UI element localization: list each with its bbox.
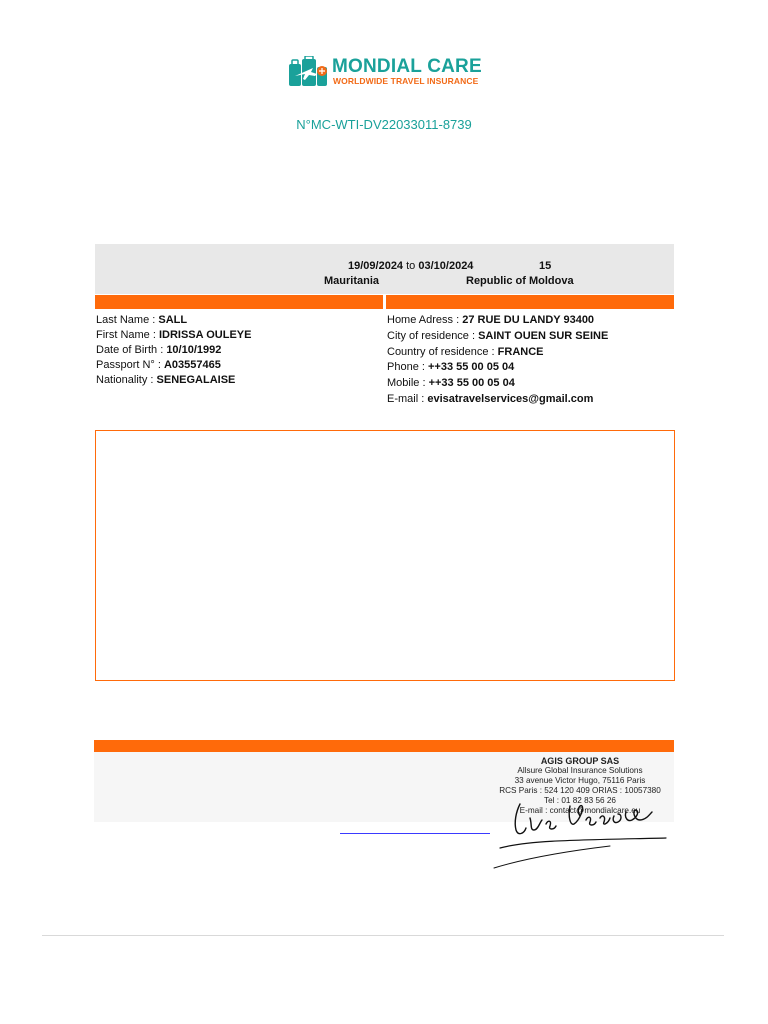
- email-label: E-mail :: [387, 392, 428, 405]
- company-line-1: Allsure Global Insurance Solutions: [517, 766, 643, 775]
- email-row: [387, 392, 608, 408]
- first-name-row: [96, 328, 251, 343]
- dob-row: [96, 343, 251, 358]
- city-value: SAINT OUEN SUR SEINE: [478, 329, 609, 342]
- insured-header-bar: [95, 295, 383, 309]
- mobile-value: ++33 55 00 05 04: [428, 377, 515, 390]
- phone-row: [387, 360, 608, 376]
- trip-start-date: 19/09/2024: [348, 260, 404, 272]
- nationality-row: [96, 373, 251, 388]
- insured-details: [96, 313, 251, 388]
- company-line-2: 33 avenue Victor Hugo, 75116 Paris: [514, 776, 646, 785]
- policy-number: N°MC-WTI-DV22033011-8739: [296, 117, 472, 132]
- country-row: [387, 345, 608, 361]
- last-name-label: Last Name :: [96, 314, 159, 326]
- city-row: [387, 329, 608, 345]
- address-label: Home Adress :: [387, 314, 463, 326]
- email-value: evisatravelservices@gmail.com: [427, 392, 594, 405]
- footer-link-underline[interactable]: [340, 833, 490, 834]
- country-label: Country of residence :: [387, 345, 498, 358]
- trip-dates: [348, 260, 473, 272]
- trip-destination: Republic of Moldova: [466, 275, 574, 287]
- company-name: AGIS GROUP SAS: [540, 756, 620, 766]
- contact-details: [387, 313, 608, 408]
- last-name-value: SALL: [158, 314, 188, 326]
- mobile-label: Mobile :: [387, 377, 429, 390]
- trip-duration-days: 15: [539, 260, 552, 272]
- footer-bar: [94, 740, 674, 752]
- page-divider: [42, 935, 724, 936]
- last-name-row: [96, 313, 251, 328]
- nationality-label: Nationality :: [96, 374, 157, 386]
- company-line-4: Tel : 01 82 83 56 26: [544, 796, 616, 805]
- company-line-3: RCS Paris : 524 120 409 ORIAS : 10057380: [499, 786, 661, 795]
- dob-label: Date of Birth :: [96, 344, 167, 356]
- trip-origin: Mauritania: [324, 275, 380, 287]
- country-value: FRANCE: [497, 345, 544, 358]
- brand-logo: [287, 56, 487, 90]
- dob-value: 10/10/1992: [166, 344, 222, 356]
- first-name-value: IDRISSA OULEYE: [158, 329, 252, 341]
- trip-summary-band: [95, 244, 674, 294]
- city-label: City of residence :: [387, 329, 479, 342]
- suitcase-airplane-icon: [287, 56, 329, 88]
- coverage-box: [95, 430, 675, 681]
- company-line-5: E-mail : contact@mondialcare.eu: [519, 806, 641, 815]
- nationality-value: SENEGALAISE: [156, 374, 236, 386]
- address-row: [387, 313, 608, 329]
- brand-name: MONDIAL CARE: [332, 56, 482, 77]
- first-name-label: First Name :: [96, 329, 159, 341]
- passport-value: A03557465: [163, 359, 221, 371]
- brand-tagline: WORLDWIDE TRAVEL INSURANCE: [333, 76, 479, 86]
- contact-header-bar: [386, 295, 674, 309]
- trip-to-word: to: [406, 260, 416, 272]
- address-value: 27 RUE DU LANDY 93400: [462, 314, 595, 326]
- mobile-row: [387, 376, 608, 392]
- phone-label: Phone :: [387, 361, 428, 374]
- handwritten-signature: [490, 790, 670, 875]
- trip-end-date: 03/10/2024: [418, 260, 474, 272]
- phone-value: ++33 55 00 05 04: [427, 361, 515, 374]
- passport-label: Passport N° :: [96, 359, 164, 371]
- passport-row: [96, 358, 251, 373]
